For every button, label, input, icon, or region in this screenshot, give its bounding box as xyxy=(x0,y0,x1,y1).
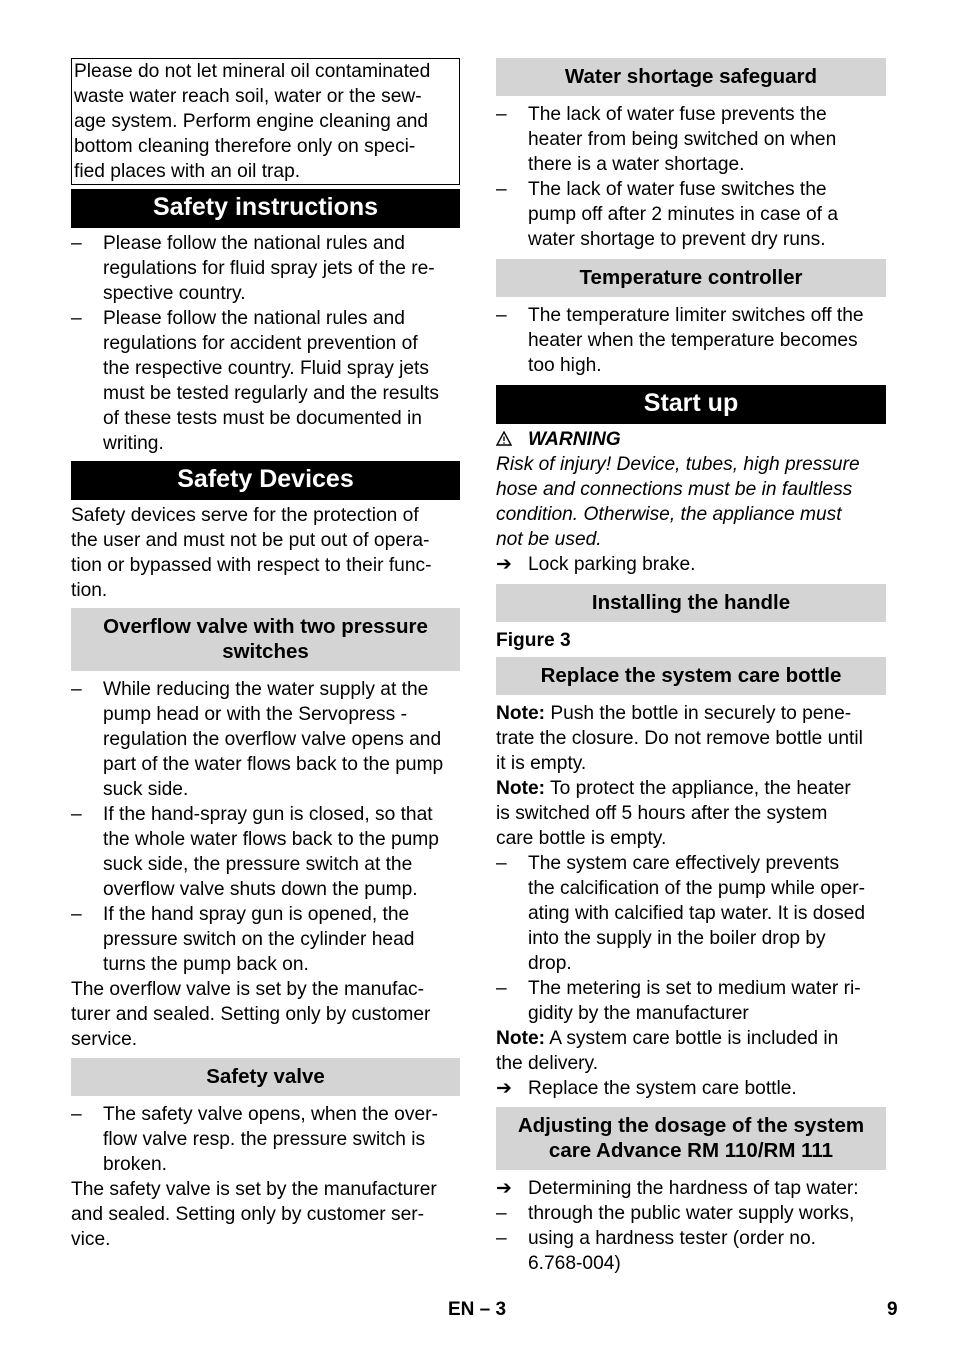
start-up-action xyxy=(496,552,886,577)
list-item xyxy=(71,902,460,977)
list-item-text: The lack of water fuse switches the pump off after 2 minutes in case of a water shortage to prevent dry runs. xyxy=(528,179,839,250)
list-item xyxy=(71,677,460,802)
dash-bullet: – xyxy=(496,1228,507,1249)
right-column xyxy=(496,58,886,1276)
footer-page-number: 9 xyxy=(887,1299,898,1320)
dash-bullet: – xyxy=(71,679,82,700)
dash-bullet: – xyxy=(71,804,82,825)
dash-bullet: – xyxy=(496,853,507,874)
dash-bullet: – xyxy=(496,978,507,999)
list-item-text: The lack of water fuse prevents the heater from being switched on when there is a water shortage. xyxy=(528,104,837,175)
note-push-bottle: Note: Push the bottle in securely to pene- trate the closure. Do not remove bottle until it is empty. xyxy=(496,703,863,774)
list-item-text: Please follow the national rules and regulations for fluid spray jets of the re- spective country. xyxy=(103,233,435,304)
left-column xyxy=(71,58,460,1252)
heading-safety-instructions: Safety instructions xyxy=(71,189,460,228)
list-item-text: The temperature limiter switches off the heater when the temperature becomes too high. xyxy=(528,305,864,376)
arrow-right-icon: ➔ xyxy=(496,1178,513,1199)
dash-bullet: – xyxy=(71,233,82,254)
heading-safety-valve: Safety valve xyxy=(71,1058,460,1096)
heading-water-shortage: Water shortage safeguard xyxy=(496,58,886,96)
heading-overflow-valve: Overflow valve with two pressure switches xyxy=(71,608,460,671)
list-item xyxy=(496,303,886,378)
dash-bullet: – xyxy=(496,1203,507,1224)
list-item xyxy=(71,306,460,456)
list-item-text: If the hand-spray gun is closed, so that the whole water flows back to the pump suck side, the pressure switch at the overflow valve shuts down the pump. xyxy=(103,804,439,900)
dash-bullet: – xyxy=(496,179,507,200)
list-item-text: The metering is set to medium water ri- gidity by the manufacturer xyxy=(528,978,861,1024)
dash-bullet: – xyxy=(496,305,507,326)
list-item-text: through the public water supply works, xyxy=(528,1203,855,1224)
dash-bullet: – xyxy=(71,1104,82,1125)
heading-replace-bottle: Replace the system care bottle xyxy=(496,657,886,695)
heading-start-up: Start up xyxy=(496,385,886,424)
note-heater-off: Note: To protect the appliance, the heater is switched off 5 hours after the system care bottle is empty. xyxy=(496,778,851,849)
list-item xyxy=(496,102,886,177)
warning-title: WARNING xyxy=(528,429,621,450)
dash-bullet: – xyxy=(71,904,82,925)
list-item-text: While reducing the water supply at the pump head or with the Servopress - regulation the overflow valve opens and part of the water flows back to the pump suck side. xyxy=(103,679,444,800)
list-item xyxy=(496,976,886,1026)
list-item: ➔ Lock parking brake. xyxy=(496,554,696,575)
list-item xyxy=(496,1226,886,1276)
dash-bullet: – xyxy=(496,104,507,125)
temperature-controller-list xyxy=(496,303,886,378)
list-item-text: If the hand spray gun is opened, the pressure switch on the cylinder head turns the pump back on. xyxy=(103,904,415,975)
safety-valve-list xyxy=(71,1102,460,1177)
replace-bottle-action xyxy=(496,1076,886,1101)
overflow-valve-list xyxy=(71,677,460,977)
list-item xyxy=(71,802,460,902)
adjusting-dosage-list xyxy=(496,1201,886,1276)
warning-label xyxy=(496,427,886,452)
list-item xyxy=(496,851,886,976)
heading-adjusting-dosage: Adjusting the dosage of the system care Advance RM 110/RM 111 xyxy=(496,1107,886,1170)
safety-devices-intro: Safety devices serve for the protection of the user and must not be put out of opera- tion or bypassed with respect to their func- tion. xyxy=(71,505,432,601)
water-shortage-list xyxy=(496,102,886,252)
list-item-text: The safety valve opens, when the over- flow valve resp. the pressure switch is broken. xyxy=(103,1104,438,1175)
list-item xyxy=(71,1102,460,1177)
dash-bullet: – xyxy=(71,308,82,329)
heading-installing-handle: Installing the handle xyxy=(496,584,886,622)
figure-reference: Figure 3 xyxy=(496,630,571,651)
list-item xyxy=(71,231,460,306)
overflow-valve-note: The overflow valve is set by the manufac- turer and sealed. Setting only by customer service. xyxy=(71,979,431,1050)
list-item-text: The system care effectively prevents the calcification of the pump while oper- ating with calcified tap water. It is dosed into the supply in the boiler drop by drop. xyxy=(528,853,866,974)
list-item xyxy=(496,177,886,252)
list-item-text: using a hardness tester (order no. 6.768-004) xyxy=(528,1228,816,1274)
safety-valve-note: The safety valve is set by the manufacturer and sealed. Setting only by customer ser- vice. xyxy=(71,1179,437,1250)
list-item: ➔ Replace the system care bottle. xyxy=(496,1078,797,1099)
safety-instructions-list xyxy=(71,231,460,456)
heading-temperature-controller: Temperature controller xyxy=(496,259,886,297)
list-item: ➔ Determining the hardness of tap water: xyxy=(496,1178,859,1199)
arrow-right-icon: ➔ xyxy=(496,1078,513,1099)
adjusting-dosage-action xyxy=(496,1176,886,1201)
footer-section-label: EN – 3 xyxy=(448,1299,507,1320)
arrow-right-icon: ➔ xyxy=(496,554,513,575)
list-item-text: Please follow the national rules and regulations for accident prevention of the respective country. Fluid spray jets must be tested regularly and the results of these tests must be documented in writing. xyxy=(103,308,439,454)
note-bottle-included: Note: A system care bottle is included in the delivery. xyxy=(496,1028,839,1074)
oil-contamination-note: Please do not let mineral oil contaminated waste water reach soil, water or the sew- age system. Perform engine cleaning and bottom cleaning therefore only on speci- fied places with an oil trap. xyxy=(71,58,460,185)
heading-safety-devices: Safety Devices xyxy=(71,461,460,500)
warning-text: Risk of injury! Device, tubes, high pressure hose and connections must be in faultless condition. Otherwise, the appliance must not be used. xyxy=(496,454,860,550)
warning-triangle-icon xyxy=(496,427,528,452)
list-item xyxy=(496,1201,886,1226)
replace-bottle-list xyxy=(496,851,886,1026)
